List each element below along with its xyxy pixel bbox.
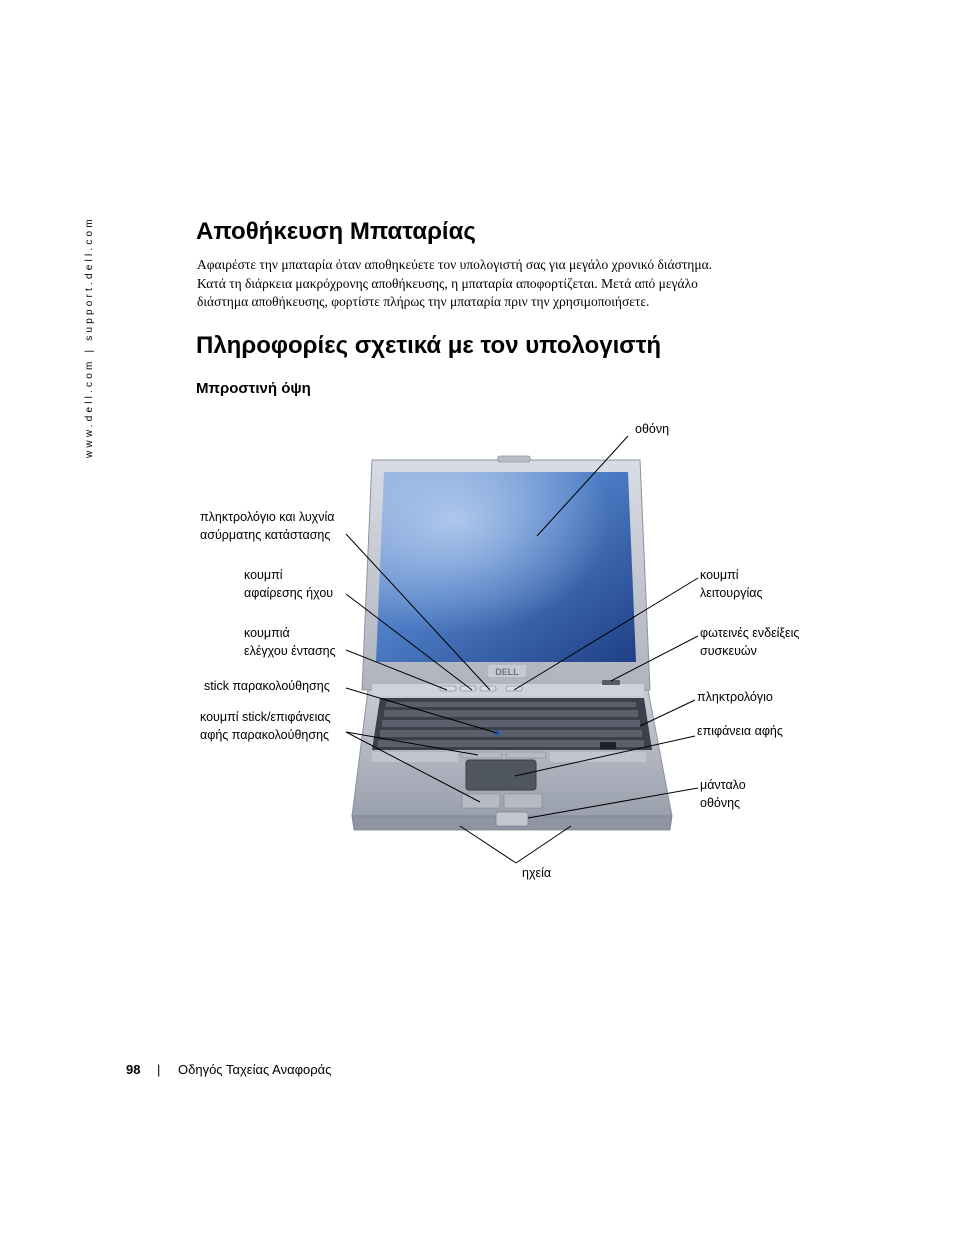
label-track-stick-buttons xyxy=(200,708,331,744)
label-line: κουμπί stick/επιφάνειας xyxy=(200,710,331,724)
label-keyboard-wireless-status xyxy=(200,508,334,544)
label-display: οθόνη xyxy=(635,422,670,436)
paragraph-line: Αφαιρέστε την μπαταρία όταν αποθηκεύετε τον υπολογιστή σας για μεγάλο χρονικό διάστημα. xyxy=(197,257,713,272)
label-speakers: ηχεία xyxy=(522,866,552,880)
label-line: οθόνης xyxy=(700,796,741,810)
speaker-grille-right xyxy=(550,752,646,762)
label-line: μάνταλο xyxy=(700,778,746,792)
page-number: 98 xyxy=(126,1062,141,1077)
label-line: ασύρματης κατάστασης xyxy=(200,528,331,542)
label-line: πληκτρολόγιο και λυχνία xyxy=(200,510,335,524)
touch-pad xyxy=(466,760,536,790)
label-mute-button xyxy=(244,566,333,602)
label-line: φωτεινές ενδείξεις xyxy=(700,626,800,640)
label-volume-buttons xyxy=(244,624,336,660)
label-display-latch xyxy=(700,776,746,812)
label-line: ελέγχου έντασης xyxy=(244,644,336,658)
label-keyboard: πληκτρολόγιο xyxy=(697,690,773,704)
label-device-status-lights xyxy=(700,624,799,660)
label-power-button xyxy=(700,566,763,602)
label-line: συσκευών xyxy=(700,644,757,658)
label-track-stick: stick παρακολούθησης xyxy=(204,679,330,693)
laptop-base xyxy=(352,680,672,830)
display-latch xyxy=(496,812,528,826)
touch-pad-button-right xyxy=(504,794,542,808)
display-screen xyxy=(376,472,636,662)
label-line: λειτουργίας xyxy=(700,586,763,600)
side-url: www.dell.com | support.dell.com xyxy=(84,216,95,458)
label-line: κουμπιά xyxy=(244,626,290,640)
label-line: κουμπί xyxy=(244,568,283,582)
label-line: αφής παρακολούθησης xyxy=(200,728,330,742)
paragraph-line: Κατά τη διάρκεια μακρόχρονης αποθήκευσης, η μπαταρία αποφορτίζεται. Μετά από μεγάλο xyxy=(197,275,698,291)
section-title-battery-storage: Αποθήκευση Μπαταρίας xyxy=(196,218,476,245)
subsection-title-front-view: Μπροστινή όψη xyxy=(196,380,311,397)
label-line: κουμπί xyxy=(700,568,739,582)
label-line: αφαίρεσης ήχου xyxy=(244,586,334,600)
footer-separator: | xyxy=(157,1062,161,1077)
speaker-grille-left xyxy=(372,752,458,762)
label-touch-pad: επιφάνεια αφής xyxy=(697,724,783,738)
paragraph-line: διάστημα αποθήκευσης, φορτίστε πλήρως την μπαταρία πριν την χρησιμοποιήσετε. xyxy=(197,294,650,309)
dell-logo: DELL xyxy=(495,667,519,677)
footer-guide-title: Οδηγός Ταχείας Αναφοράς xyxy=(178,1062,332,1077)
section-title-about-computer: Πληροφορίες σχετικά με τον υπολογιστή xyxy=(196,332,662,359)
